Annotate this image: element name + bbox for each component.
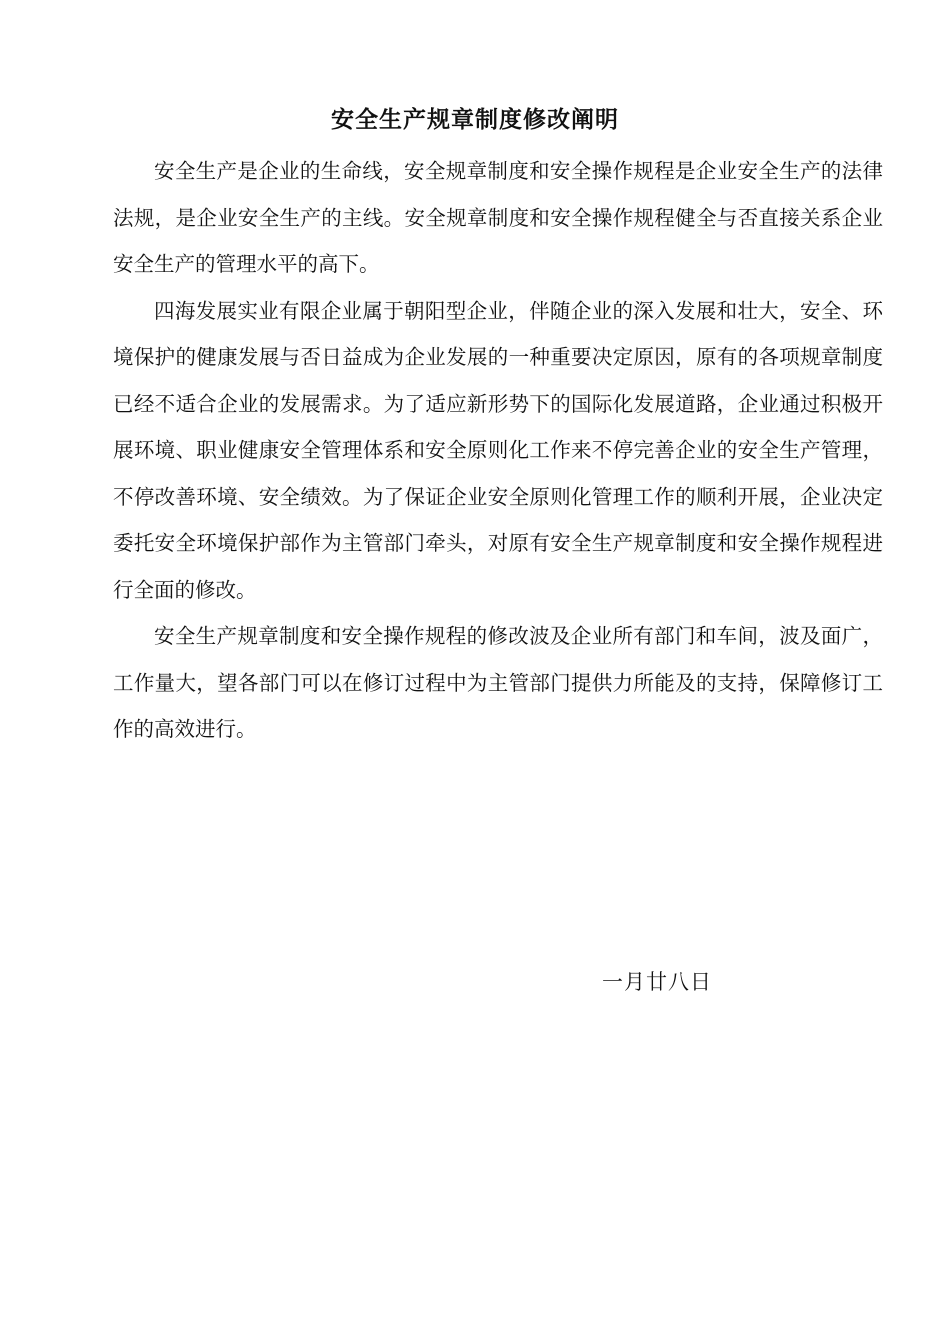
paragraph-2: 四海发展实业有限企业属于朝阳型企业，伴随企业的深入发展和壮大，安全、环境保护的健康发展与否日益成为企业发展的一种重要决定原因，原有的各项规章制度已经不适合企业的发展需求。为了适应新形势下的国际化发展道路，企业通过积极开展环境、职业健康安全管理体系和安全原则化工作来不停完善企业的安全生产管理，不停改善环境、安全绩效。为了保证企业安全原则化管理工作的顺利开展，企业决定委托安全环境保护部作为主管部门牵头，对原有安全生产规章制度和安全操作规程进行全面的修改。 [113,298,883,602]
paragraph-1: 安全生产是企业的生命线，安全规章制度和安全操作规程是企业安全生产的法律法规，是企业安全生产的主线。安全规章制度和安全操作规程健全与否直接关系企业安全生产的管理水平的高下。 [113,159,883,276]
document-title: 安全生产规章制度修改阐明 [331,106,619,133]
paragraph-3: 安全生产规章制度和安全操作规程的修改波及企业所有部门和车间，波及面广，工作量大，望各部门可以在修订过程中为主管部门提供力所能及的支持，保障修订工作的高效进行。 [113,624,883,741]
document-body [113,148,883,753]
document-date: 一月廿八日 [602,970,712,994]
